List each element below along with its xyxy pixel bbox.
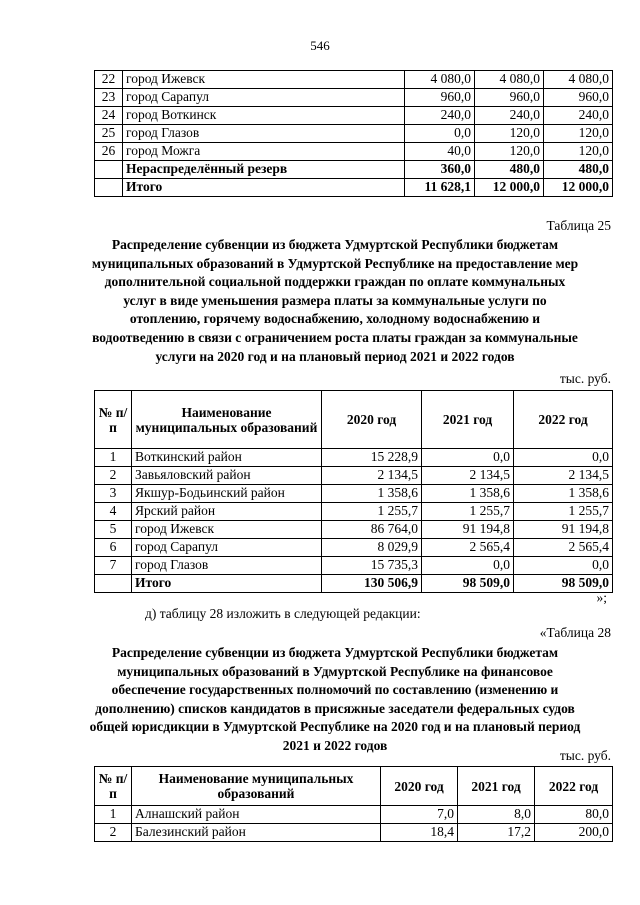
cell-2021: 2 134,5: [422, 467, 514, 485]
cell-name: Итого: [132, 575, 322, 593]
cell-num: [95, 575, 132, 593]
header-num: № п/п: [95, 767, 132, 806]
cell-2022: 1 255,7: [514, 503, 613, 521]
table-row: [95, 125, 613, 143]
cell-2021: 0,0: [422, 557, 514, 575]
cell-2021: 12 000,0: [475, 179, 544, 197]
cell-2020: 130 506,9: [322, 575, 422, 593]
cell-2022: 98 509,0: [514, 575, 613, 593]
header-2022: 2022 год: [535, 767, 613, 806]
cell-2022: 80,0: [535, 806, 613, 824]
cell-2020: 40,0: [405, 143, 475, 161]
table-continuation: [94, 70, 613, 197]
cell-2021: 1 255,7: [422, 503, 514, 521]
cell-name: город Глазов: [132, 557, 322, 575]
cell-name: Балезинский район: [132, 824, 381, 842]
table-row: [95, 179, 613, 197]
cell-2021: 98 509,0: [422, 575, 514, 593]
cell-2022: 480,0: [544, 161, 613, 179]
cell-name: Якшур-Бодьинский район: [132, 485, 322, 503]
header-2021: 2021 год: [458, 767, 535, 806]
cell-2022: 200,0: [535, 824, 613, 842]
cell-2022: 1 358,6: [514, 485, 613, 503]
table-row: [95, 89, 613, 107]
table-row: [95, 449, 613, 467]
header-2020: 2020 год: [381, 767, 458, 806]
cell-2020: 15 228,9: [322, 449, 422, 467]
cell-2022: 960,0: [544, 89, 613, 107]
cell-2022: 240,0: [544, 107, 613, 125]
cell-2021: 960,0: [475, 89, 544, 107]
cell-2020: 11 628,1: [405, 179, 475, 197]
cell-num: 1: [95, 806, 132, 824]
cell-2022: 0,0: [514, 449, 613, 467]
table-row: [95, 806, 613, 824]
cell-name: город Сарапул: [132, 539, 322, 557]
cell-2022: 0,0: [514, 557, 613, 575]
cell-2022: 2 565,4: [514, 539, 613, 557]
cell-2021: 120,0: [475, 125, 544, 143]
table-25-title: Распределение субвенции из бюджета Удмуртской Республики бюджетам муниципальных образований в Удмуртской Республике на предоставление мер дополнительной социальной поддержки граждан по оплате коммунальных услуг в виде уменьшения размера платы за коммунальные услуги по отоплению, горячему водоснабжению, холодному водоснабжению и водоотведению в связи с ограничением роста платы граждан за коммунальные услуги на 2020 год и на плановый период 2021 и 2022 годов: [91, 237, 579, 364]
cell-num: 6: [95, 539, 132, 557]
cell-name: город Сарапул: [123, 89, 405, 107]
cell-2021: 8,0: [458, 806, 535, 824]
page-number: 546: [310, 38, 330, 53]
header-2020: 2020 год: [322, 391, 422, 449]
cell-name: Завьяловский район: [132, 467, 322, 485]
cell-num: 3: [95, 485, 132, 503]
cell-name: город Воткинск: [123, 107, 405, 125]
cell-name: Воткинский район: [132, 449, 322, 467]
cell-num: 7: [95, 557, 132, 575]
cell-2021: 120,0: [475, 143, 544, 161]
table-row: [95, 824, 613, 842]
table-row: [95, 503, 613, 521]
header-name: Наименование муниципальных образований: [132, 391, 322, 449]
cell-name: Ярский район: [132, 503, 322, 521]
table-row: [95, 557, 613, 575]
cell-num: 26: [95, 143, 123, 161]
cell-2021: 1 358,6: [422, 485, 514, 503]
table-28-title: Распределение субвенции из бюджета Удмуртской Республики бюджетам муниципальных образований в Удмуртской Республике на финансовое обеспечение государственных полномочий по составлению (изменению и дополнению) списков кандидатов в присяжные заседатели федеральных судов общей юрисдикции в Удмуртской Республике на 2020 год и на плановый период 2021 и 2022 годов: [89, 645, 581, 753]
cell-num: 25: [95, 125, 123, 143]
table-row: [95, 521, 613, 539]
cell-2020: 8 029,9: [322, 539, 422, 557]
cell-2020: 86 764,0: [322, 521, 422, 539]
cell-num: 4: [95, 503, 132, 521]
table-28-units: тыс. руб.: [559, 748, 611, 763]
instruction-text: д) таблицу 28 изложить в следующей редакции:: [145, 606, 421, 621]
table-row: [95, 539, 613, 557]
cell-2020: 15 735,3: [322, 557, 422, 575]
cell-2020: 240,0: [405, 107, 475, 125]
cell-2022: 12 000,0: [544, 179, 613, 197]
cell-name: Нераспределённый резерв: [123, 161, 405, 179]
table-row: [95, 107, 613, 125]
cell-2022: 91 194,8: [514, 521, 613, 539]
table-row: [95, 575, 613, 593]
cell-2020: 4 080,0: [405, 71, 475, 89]
header-2021: 2021 год: [422, 391, 514, 449]
header-2022: 2022 год: [514, 391, 613, 449]
cell-2022: 120,0: [544, 143, 613, 161]
cell-num: 1: [95, 449, 132, 467]
cell-name: город Ижевск: [132, 521, 322, 539]
cell-name: город Глазов: [123, 125, 405, 143]
cell-2020: 1 255,7: [322, 503, 422, 521]
cell-num: [95, 179, 123, 197]
cell-name: Алнашский район: [132, 806, 381, 824]
table-25: [94, 390, 613, 593]
cell-2020: 960,0: [405, 89, 475, 107]
cell-2021: 4 080,0: [475, 71, 544, 89]
table-25-label: Таблица 25: [546, 218, 611, 233]
cell-num: 5: [95, 521, 132, 539]
cell-name: город Можга: [123, 143, 405, 161]
cell-num: 22: [95, 71, 123, 89]
cell-2021: 0,0: [422, 449, 514, 467]
cell-2020: 18,4: [381, 824, 458, 842]
cell-2022: 2 134,5: [514, 467, 613, 485]
cell-num: 24: [95, 107, 123, 125]
cell-2020: 2 134,5: [322, 467, 422, 485]
cell-2021: 2 565,4: [422, 539, 514, 557]
cell-2022: 4 080,0: [544, 71, 613, 89]
cell-num: 2: [95, 824, 132, 842]
cell-num: [95, 161, 123, 179]
table-row: [95, 467, 613, 485]
cell-num: 23: [95, 89, 123, 107]
table-28: [94, 766, 613, 842]
cell-2020: 1 358,6: [322, 485, 422, 503]
cell-2021: 17,2: [458, 824, 535, 842]
cell-2021: 480,0: [475, 161, 544, 179]
header-num: № п/п: [95, 391, 132, 449]
cell-2021: 91 194,8: [422, 521, 514, 539]
cell-2022: 120,0: [544, 125, 613, 143]
header-name: Наименование муниципальных образований: [132, 767, 381, 806]
table-row: [95, 161, 613, 179]
cell-name: город Ижевск: [123, 71, 405, 89]
cell-num: 2: [95, 467, 132, 485]
table-row: [95, 71, 613, 89]
cell-2020: 360,0: [405, 161, 475, 179]
cell-2021: 240,0: [475, 107, 544, 125]
cell-name: Итого: [123, 179, 405, 197]
table-row: [95, 143, 613, 161]
closing-quote: »;: [596, 590, 607, 605]
table-row: [95, 485, 613, 503]
cell-2020: 0,0: [405, 125, 475, 143]
table-25-units: тыс. руб.: [559, 371, 611, 386]
table-28-label: «Таблица 28: [539, 625, 611, 640]
cell-2020: 7,0: [381, 806, 458, 824]
